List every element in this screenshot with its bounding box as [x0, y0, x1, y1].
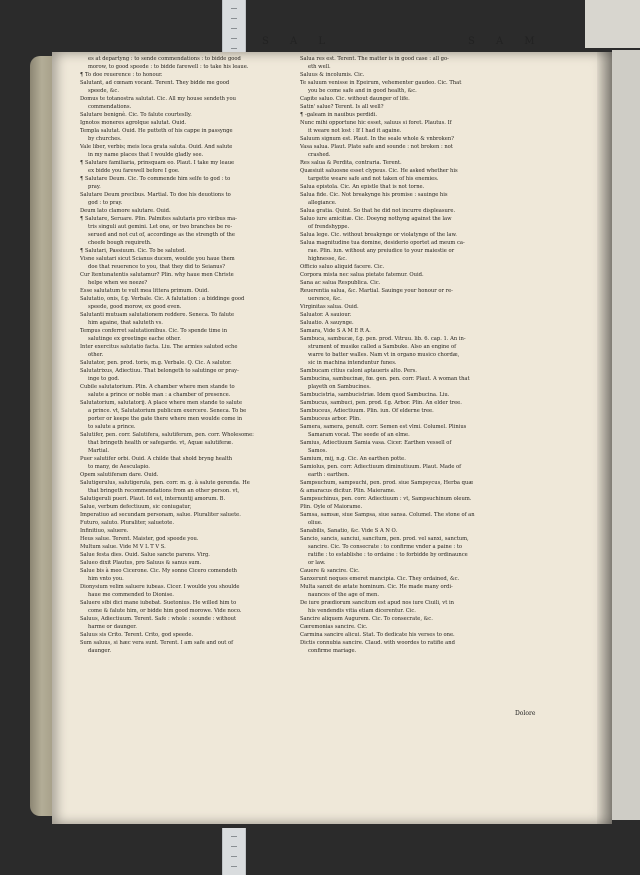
entry-line: other.: [88, 352, 104, 358]
entry-line: his vendendis vitia etiam dicerentur. Cic.: [308, 608, 416, 614]
entry-line: salute a prince or noble man : a chamber of presence.: [88, 392, 231, 398]
entry-line: Salua magnitudine tua domine, desiderio oportet ad meum ca-: [300, 240, 465, 246]
entry-line: Salue, verbum defectiuum, sic coniugatur,: [80, 504, 192, 510]
entry-line: Saluus, Adiectiuum. Terent. Safe : whole : sounde : without: [80, 616, 237, 622]
dictionary-column-right: [300, 55, 510, 655]
entry-line: Sambuca, sambucæ, f.g. pen. prod. Vitruu. lib. 6. cap. 1. An in-: [300, 336, 466, 342]
entry-line: warre to batter walles. Nam vt in organo musico chordæ,: [308, 352, 460, 358]
entry-line: Samius, Adiectiuum Samia vasa. Cicer. Earthen vessell of: [300, 440, 452, 446]
entry-line: De iure prædiorum sancitum est apud nos iure Ciuili, vt in: [300, 600, 454, 606]
entry-line: Sambucina, sambucinæ, fœ. gen. pen. corr. Plaut. A woman that: [300, 376, 470, 382]
entry-line: Sum saluus, si hæc vera sunt. Terent. I am safe and out of: [80, 640, 234, 646]
entry-line: Carmina sancire alicui. Stat. To dedicate his verses to one.: [300, 632, 455, 638]
entry-line: oliue.: [308, 520, 323, 526]
entry-line: Corpora mista nec salua pietate fatemur. Ouid.: [300, 272, 424, 278]
entry-line: Salue festa dies. Ouid. Salue sancte parens. Virg.: [80, 552, 210, 558]
entry-line: Domus te totanostra salutat. Cic. All my house sendeth you: [80, 96, 236, 102]
entry-line: ¶ Salutare familiaria, prinsquam eo. Plaut. I take my leaue: [80, 160, 235, 166]
entry-line: Salua epistola. Cic. An epistle that is not torne.: [300, 184, 425, 190]
dictionary-column-left: [80, 55, 290, 655]
entry-line: sancire. Cic. To consecrate : to confirme vnder a paine : to: [308, 544, 463, 550]
entry-line: Samara, Vide S A M E R A.: [300, 328, 371, 334]
entry-line: Te saluum venisse in Epeirum, vehementer gaudeo. Cic. That: [300, 80, 462, 86]
facing-page-edge: [612, 50, 640, 820]
entry-line: cheefe bough requireth.: [88, 240, 152, 246]
entry-line: crashed.: [308, 152, 331, 158]
entry-line: ¶ Salutare Deum. Cic. To commende him selfe to god : to: [80, 176, 231, 182]
entry-line: him vnto you.: [88, 576, 124, 582]
entry-line: Sancio, sancis, sanciui, sancitum, pen. prod. vel sanxi, sanctum,: [300, 536, 469, 542]
entry-line: Virginitas salua. Ouid.: [300, 304, 359, 310]
entry-line: Heus salue. Terent. Maister, god speede you.: [80, 536, 199, 542]
entry-line: Salutare benignè. Cic. To falute courteslly.: [80, 112, 192, 118]
entry-line: him againe, that saluteth vs.: [88, 320, 163, 326]
entry-line: Satin' salue? Terent. Is all well?: [300, 104, 384, 110]
entry-line: Sancire aliquem Augurem. Cic. To consecrate, &c.: [300, 616, 433, 622]
entry-line: Opem salutiferam dare. Ouid.: [80, 472, 159, 478]
entry-line: Samium, mij, n.g. Cic. An earthen potte.: [300, 456, 406, 462]
entry-line: Plin. Oyle of Maiorame.: [300, 504, 363, 510]
entry-line: Samera, samera, penult. corr. Semen est vlmi. Columel. Plinius: [300, 424, 467, 430]
entry-line: highnesse, &c.: [308, 256, 347, 262]
entry-line: Salueo dixit Plautus, pro Saluus & sanus sum.: [80, 560, 202, 566]
entry-line: Sambucus, sambuci, pen. prod. f.g. Arbor. Plin. An elder tree.: [300, 400, 462, 406]
entry-line: Dionysium velim saluere iubeas. Cicer. I woulde you shoulde: [80, 584, 240, 590]
entry-line: rae. Plin. iun. without any preiudice to your maiestie or: [308, 248, 455, 254]
entry-line: uerence, &c.: [308, 296, 342, 302]
catchword: Dolore: [515, 710, 536, 717]
entry-line: Saluus & incolumis. Cic.: [300, 72, 365, 78]
entry-line: naunces of the age of men.: [308, 592, 380, 598]
scale-ruler-bottom: [222, 828, 246, 875]
entry-line: Salua res est. Terent. The matter is in good case : all go-: [300, 56, 449, 62]
entry-line: Templa salutat. Ouid. He putteth of his cappe in passynge: [80, 128, 233, 134]
entry-line: serued and not cut of, accordinge as the strength of the: [88, 232, 235, 238]
entry-line: Saluum signum est. Plaut. In the seale whole & vnbroken?: [300, 136, 454, 142]
entry-line: strument of musike called a Sambuke. Also an engine of: [308, 344, 457, 350]
entry-line: Saluo iure amicitiæ. Cic. Doeyng nothyng against the law: [300, 216, 452, 222]
entry-line: Salutatio, onis, f.g. Verbale. Cic. A falutation : a biddinge good: [80, 296, 245, 302]
entry-line: Samaram vocat. The seede of an elme.: [308, 432, 410, 438]
entry-line: you be come safe and in good health, &c.: [308, 88, 417, 94]
entry-line: doe that reuerence to you, that they did to Seianus?: [88, 264, 226, 270]
entry-line: Salutant, ad cœnam vocant. Terent. They bidde me good: [80, 80, 230, 86]
entry-line: harme or daunger.: [88, 624, 137, 630]
entry-line: tris singuli aut gemini. Let one, or two branches be re-: [88, 224, 233, 230]
entry-line: commendations.: [88, 104, 132, 110]
entry-line: Tempus conferret salutationibus. Cic. To spende time in: [80, 328, 228, 334]
entry-line: Saluatio. A sauynge.: [300, 320, 354, 326]
entry-line: Dictis connubia sancire. Claud. with woordes to ratifie and: [300, 640, 455, 646]
entry-line: Saluere sibi dici mane iubebat. Suetonius. He willed him to: [80, 600, 237, 606]
entry-line: Ignotos moneres agrolque salutat. Ouid.: [80, 120, 187, 126]
entry-line: Sanabilis, Sanatio, &c. Vide S A N O.: [300, 528, 398, 534]
entry-line: Capite saluo. Cic. without daunger of life.: [300, 96, 410, 102]
entry-line: ¶ Salutari, Passiuum. Cic. To be saluted.: [80, 248, 187, 254]
entry-line: speede, &c.: [88, 88, 119, 94]
entry-line: haue me commended to Dionise.: [88, 592, 174, 598]
entry-line: Samos.: [308, 448, 327, 454]
entry-line: helpe when we neeze?: [88, 280, 148, 286]
running-head-left: S A L: [262, 36, 335, 47]
entry-line: Infinitiuo, saluere.: [80, 528, 129, 534]
entry-line: ¶ To doe reuerence : to honour.: [80, 72, 163, 78]
entry-line: Imperatiuo ad secundam personam, salue. Pluraliter saluete.: [80, 512, 241, 518]
entry-line: Sampsuchum, sampsuchi, pen. prod. siue Sampsycus, Herba quæ: [300, 480, 474, 486]
entry-line: Salutigerulus, salutigerula, pen. corr. m. g. à salute gerenda. He: [80, 480, 250, 486]
entry-line: inge to god.: [88, 376, 120, 382]
entry-line: allegiance.: [308, 200, 337, 206]
entry-line: Saluus sis Crito. Terent. Crito, god speede.: [80, 632, 194, 638]
entry-line: Multum salue. Vide M V L T V S.: [80, 544, 166, 550]
entry-line: Sambucistria, sambucistriæ. Idem quod Sambucina. Liu.: [300, 392, 450, 398]
entry-line: Vale liber, verbis; meis loca grata saluta. Ouid. And salute: [80, 144, 233, 150]
entry-line: Cur ltentunatentis salutamur? Plin. why haue men Christe: [80, 272, 234, 278]
page-gutter: [597, 52, 612, 824]
entry-line: Officio saluo aliquid facere. Cic.: [300, 264, 385, 270]
entry-line: Sana ac salua Respublica. Cic.: [300, 280, 381, 286]
entry-line: to many, de Aesculapio.: [88, 464, 150, 470]
entry-line: Inter exercitus salutatio facta. Liu. The armies saluted eche: [80, 344, 238, 350]
entry-line: porter or keepe the gate there where men woulde come in: [88, 416, 243, 422]
entry-line: Visne salutari sicut Scianus ducem, woulde you haue them: [80, 256, 235, 262]
entry-line: god : to pray.: [88, 200, 123, 206]
entry-line: Multa sanxit de ætate hominum. Cic. He made many ordi-: [300, 584, 453, 590]
entry-line: Salua gratia. Quint. So that he did not incurre displeasure.: [300, 208, 456, 214]
entry-line: playeth on Sambucines.: [308, 384, 371, 390]
entry-line: that bringeth recommendations from an other person. vt,: [88, 488, 240, 494]
entry-line: Puer salutifer orbi. Ouid. A childe that shold bryng health: [80, 456, 233, 462]
entry-line: Saluator. A sauiour.: [300, 312, 352, 318]
entry-line: Vasa salua. Plaut. Plate safe and sounde : not broken : not: [300, 144, 453, 150]
entry-line: Samsa, samsæ, siue Sampsa, siue sansa. Columel. The stone of an: [300, 512, 475, 518]
entry-line: ex bidde you farewell before I goe.: [88, 168, 180, 174]
entry-line: Samiolus, pen. corr. Adiectiuum diminutiuum. Plaut. Made of: [300, 464, 462, 470]
entry-line: of frendshyppe.: [308, 224, 350, 230]
entry-line: in my name places that I woulde gladly see.: [88, 152, 204, 158]
entry-line: Deum lato clamore salutare. Ouid.: [80, 208, 171, 214]
entry-line: Sanxerunt neques emeret mancipia. Cic. They ordained, &c.: [300, 576, 460, 582]
entry-line: Futuro, saluto. Pluraliter, saluetote.: [80, 520, 175, 526]
entry-line: eth well.: [308, 64, 331, 70]
entry-line: Sambuceus, Adiectiuum. Plin. iun. Of elderne tree.: [300, 408, 434, 414]
entry-line: daunger.: [88, 648, 112, 654]
entry-line: Esse salutatum te vult mea littera primum. Ouid.: [80, 288, 209, 294]
entry-line: sic in machina intenduntur funes.: [308, 360, 397, 366]
entry-line: Martial.: [88, 448, 110, 454]
entry-line: Salua fide. Cic. Not breakynge his promise : sauinge his: [300, 192, 448, 198]
entry-line: ¶ Salutare, Seruare. Plin. Palmites salutaris pro viribus ma-: [80, 216, 237, 222]
entry-line: Salutatrixus, Adiectiuu. That belongeth to salutinge or pray-: [80, 368, 239, 374]
entry-line: ratifie : to establishe : to ordaine : to forbidde by ordinaunce: [308, 552, 468, 558]
entry-line: earth : earthen.: [308, 472, 350, 478]
entry-line: it weare not lost : If I had it againe.: [308, 128, 402, 134]
entry-line: or law.: [308, 560, 326, 566]
entry-line: es at departyng : to sende commendations : to bidde good: [88, 56, 241, 62]
entry-line: Nunc mihi opportune hic esset, saluus si foret. Plautus. If: [300, 120, 452, 126]
entry-line: pray.: [88, 184, 101, 190]
entry-line: Salutigeruli pueri. Plaut. Id est, internuntij amorum. B.: [80, 496, 226, 502]
entry-line: Salutare Deum precibus. Martial. To doe his deuotions to: [80, 192, 231, 198]
entry-line: targette weare safe and not taken of his enemies.: [308, 176, 439, 182]
entry-line: morow, to good speede : to bidde farewell : to take his leaue.: [88, 64, 249, 70]
running-head-right: S A M: [468, 36, 544, 47]
entry-line: Sambuceus arbor. Plin.: [300, 416, 361, 422]
entry-line: Salue bis à meo Cicerone. Cic. My sonne Cicero comendeth: [80, 568, 238, 574]
entry-line: a prince. vt, Salutatorium publicum exercere. Seneca. To be: [88, 408, 247, 414]
entry-line: Sampsuchinus, pen. corr. Adiectiuum : vt, Sampsuchinum oleum.: [300, 496, 472, 502]
entry-line: salutinge ex greetinge eache other.: [88, 336, 181, 342]
entry-line: speede, good morow, ex good even.: [88, 304, 182, 310]
entry-line: to salute a prince.: [88, 424, 136, 430]
entry-line: Reuerentia salua, &c. Martial. Sauinge your honour or re-: [300, 288, 453, 294]
background-paper: [585, 0, 640, 48]
entry-line: & amaracus dicitur. Plin. Maierame.: [300, 488, 396, 494]
scale-ruler-top: [222, 0, 246, 56]
entry-line: Salutatorium, salutatorij. A place where men stande to salute: [80, 400, 243, 406]
entry-line: Cauere & sancire. Cic.: [300, 568, 360, 574]
entry-line: Res salua & Perdita, contraria. Terent.: [300, 160, 402, 166]
entry-line: come & falute him, or bidde him good morowe. Vide noco.: [88, 608, 242, 614]
entry-line: Quæsiuit saluosne esset clypeus. Cic. He asked whether his: [300, 168, 458, 174]
entry-line: confirme mariage.: [308, 648, 357, 654]
entry-line: Cæremonias sancire. Cic.: [300, 624, 368, 630]
entry-line: Salua lege. Cic. without breakynge or violatynge of the law.: [300, 232, 457, 238]
entry-line: Salutanti mutuam salutationem reddere. Seneca. To falute: [80, 312, 235, 318]
entry-line: Sambucam citius caloni aptaueris alto. Pers.: [300, 368, 417, 374]
entry-line: that bringeth health or safegarde. vt, Aquæ salutiferæ.: [88, 440, 234, 446]
entry-line: Cubile salutatorium. Plin. A chamber where men stande to: [80, 384, 235, 390]
entry-line: Salutifer, pen. corr. Salutifera, salutiferum, pen. corr. Wholesome:: [80, 432, 254, 438]
entry-line: Salutator, pen. prod. toris, m.g. Verbale. Q. Cic. A salutor.: [80, 360, 232, 366]
entry-line: ¶ -galeam in nauibus perdidi.: [300, 112, 378, 118]
entry-line: by churches.: [88, 136, 122, 142]
